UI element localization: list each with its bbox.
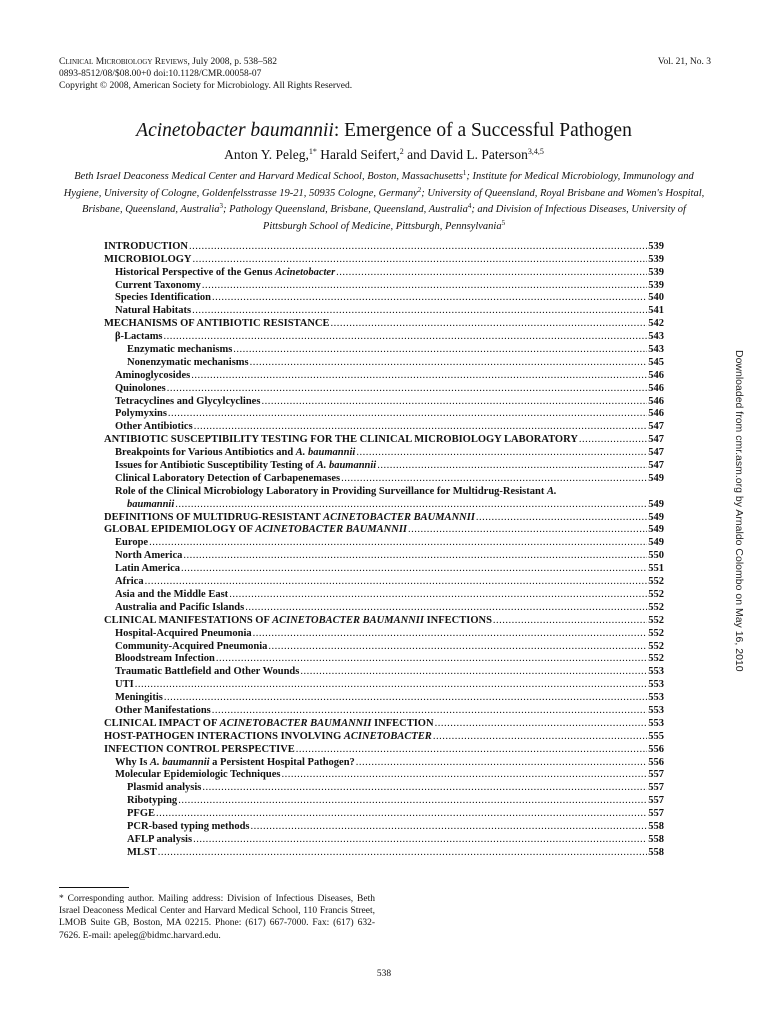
toc-entry	[104, 407, 664, 420]
toc-page-number: 547	[648, 447, 664, 459]
toc-entry-title	[127, 357, 249, 368]
toc-entry	[104, 768, 664, 781]
toc-title-text: Traumatic Battlefield and Other Wounds	[115, 666, 300, 678]
toc-title-text: CLINICAL MANIFESTATIONS OF	[104, 614, 273, 626]
author-affil-mark: 3,4,5	[527, 147, 544, 156]
toc-entry	[104, 626, 664, 639]
toc-title-text: UTI	[115, 679, 134, 691]
toc-page-number: 557	[648, 795, 664, 807]
citation: , July 2008, p. 538–582	[187, 57, 277, 67]
toc-leader-dots	[251, 821, 648, 832]
toc-entry	[104, 600, 664, 613]
toc-title-italic: ACINETOBACTER BAUMANNII	[323, 511, 475, 523]
toc-page-number: 552	[648, 588, 664, 600]
toc-entry	[104, 510, 664, 523]
toc-page-number: 549	[648, 537, 664, 549]
toc-title-italic: Acinetobacter	[275, 266, 336, 278]
toc-entry-title	[127, 344, 232, 355]
toc-leader-dots	[149, 537, 647, 548]
affiliation: Beth Israel Deaconess Medical Center and Harvard Medical School, Boston, Massachusetts	[74, 171, 463, 182]
toc-entry-title	[104, 731, 432, 742]
toc-entry-title	[115, 602, 244, 613]
toc-page-number: 550	[648, 550, 664, 562]
toc-title-text: AFLP analysis	[127, 833, 193, 845]
toc-title-italic: ACINETOBACTER BAUMANNII	[272, 614, 424, 626]
toc-title-text: Ribotyping	[127, 795, 178, 807]
toc-entry	[104, 729, 664, 742]
toc-entry	[104, 291, 664, 304]
toc-page-number: 543	[648, 344, 664, 356]
toc-title-text: Polymyxins	[115, 408, 167, 420]
toc-page-number: 553	[648, 692, 664, 704]
toc-leader-dots	[579, 434, 647, 445]
toc-entry	[104, 613, 664, 626]
toc-leader-dots	[435, 718, 648, 729]
toc-leader-dots	[300, 666, 647, 677]
toc-entry	[104, 458, 664, 471]
affiliation: ; and Division of Infectious Diseases, University of Pittsburgh School of Medicine, Pittsburgh, Pennsylvania	[262, 204, 686, 233]
toc-leader-dots	[192, 305, 647, 316]
toc-leader-dots	[433, 731, 647, 742]
toc-entry-title	[104, 615, 492, 626]
affiliation-mark: 5	[501, 219, 506, 228]
toc-leader-dots	[261, 396, 647, 407]
toc-title-text: ANTIBIOTIC SUSCEPTIBILITY TESTING FOR THE CLINICAL MICROBIOLOGY LABORATORY	[104, 434, 578, 446]
toc-title-text: Latin America	[115, 563, 181, 575]
toc-leader-dots	[356, 447, 647, 458]
toc-entry-title	[115, 653, 215, 664]
toc-entry	[104, 535, 664, 548]
download-notice: Downloaded from cmr.asm.org by Arnaldo Colombo on May 16, 2010	[733, 350, 745, 672]
toc-title-text: Aminoglycosides	[115, 369, 191, 381]
title-italic: Acinetobacter baumannii	[136, 120, 334, 141]
footnote-rule	[59, 887, 129, 888]
toc-title-text: Africa	[115, 576, 144, 588]
toc-entry	[104, 793, 664, 806]
title-rest: : Emergence of a Successful Pathogen	[333, 120, 632, 141]
toc-page-number: 543	[648, 331, 664, 343]
toc-entry	[104, 342, 664, 355]
toc-leader-dots	[156, 808, 647, 819]
toc-entry-title	[115, 692, 163, 703]
toc-entry-title	[115, 576, 144, 587]
toc-entry-title	[127, 808, 155, 819]
toc-leader-dots	[476, 512, 647, 523]
affiliation-mark: 1	[462, 169, 467, 177]
toc-leader-dots	[167, 383, 647, 394]
toc-page-number: 541	[648, 305, 664, 317]
toc-title-text: Breakpoints for Various Antibiotics and	[115, 447, 296, 459]
toc-page-number: 546	[648, 395, 664, 407]
toc-entry	[104, 832, 664, 845]
toc-entry	[104, 639, 664, 652]
toc-entry	[104, 381, 664, 394]
toc-leader-dots	[193, 254, 648, 265]
toc-leader-dots	[194, 421, 648, 432]
toc-entry	[104, 548, 664, 561]
toc-entry-title	[115, 769, 281, 780]
toc-page-number: 542	[648, 318, 664, 330]
affiliations	[62, 167, 706, 234]
toc-title-text: Other Manifestations	[115, 704, 211, 716]
toc-entry	[104, 755, 664, 768]
toc-title-text: Clinical Laboratory Detection of Carbapenemases	[115, 472, 341, 484]
toc-title-text: DEFINITIONS OF MULTIDRUG-RESISTANT	[104, 511, 324, 523]
toc-entry-title	[115, 305, 191, 316]
journal-name: Clinical Microbiology Reviews	[59, 57, 188, 67]
toc-entry-title	[115, 396, 260, 407]
toc-title-text: MECHANISMS OF ANTIBIOTIC RESISTANCE	[104, 318, 330, 330]
toc-entry	[104, 252, 664, 265]
toc-entry-title	[104, 241, 188, 252]
toc-entry	[104, 780, 664, 793]
toc-entry-title	[115, 550, 182, 561]
toc-title-text: INTRODUCTION	[104, 240, 189, 252]
toc-page-number: 557	[648, 769, 664, 781]
issn-line: 0893-8512/08/$08.00+0 doi:10.1128/CMR.00058-07	[59, 69, 262, 79]
toc-title-text: North America	[115, 550, 183, 562]
toc-entry-title	[115, 486, 557, 497]
toc-entry-title	[115, 267, 335, 278]
toc-entry	[104, 239, 664, 252]
toc-entry	[104, 445, 664, 458]
toc-page-number: 556	[648, 743, 664, 755]
toc-entry	[104, 355, 664, 368]
toc-entry	[104, 690, 664, 703]
toc-page-number: 552	[648, 653, 664, 665]
toc-entry	[104, 368, 664, 381]
toc-entry	[104, 716, 664, 729]
toc-title-text: INFECTION CONTROL PERSPECTIVE	[104, 743, 295, 755]
toc-title-text: CLINICAL IMPACT OF	[104, 717, 220, 729]
toc-title-italic: A. baumannii	[316, 460, 377, 472]
toc-title-italic: A. baumannii	[150, 756, 210, 768]
toc-page-number: 552	[648, 627, 664, 639]
toc-leader-dots	[331, 318, 648, 329]
toc-entry-title	[127, 782, 201, 793]
toc-page-number: 539	[648, 266, 664, 278]
toc-entry-title	[104, 254, 192, 265]
affiliation: ; Institute for Medical Microbiology, Immunology and Hygiene, University of Cologne, Goldenfelsstrasse 19-21, 50935 Cologne, Germany	[63, 171, 694, 199]
toc-leader-dots	[181, 563, 647, 574]
toc-entry-title	[115, 628, 252, 639]
toc-leader-dots	[191, 370, 647, 381]
citation-line	[59, 56, 711, 68]
toc-leader-dots	[493, 615, 647, 626]
toc-entry	[104, 303, 664, 316]
page-number: 538	[376, 969, 392, 979]
toc-title-text: Quinolones	[115, 382, 166, 394]
toc-title-italic: baumannii	[127, 498, 175, 510]
toc-page-number: 546	[648, 382, 664, 394]
toc-title-text: β-Lactams	[115, 331, 163, 343]
toc-title-text: Community-Acquired Pneumonia	[115, 640, 268, 652]
toc-page-number: 545	[648, 356, 664, 368]
toc-leader-dots	[356, 757, 647, 768]
author-affil-mark: 1*	[308, 147, 317, 156]
toc-page-number: 547	[648, 434, 664, 446]
toc-entry-title	[115, 421, 193, 432]
toc-entry-title	[104, 718, 434, 729]
toc-entry-title	[115, 370, 190, 381]
toc-title-italic: ACINETOBACTER BAUMANNII	[219, 717, 372, 729]
toc-entry-title	[115, 331, 163, 342]
toc-leader-dots	[178, 795, 647, 806]
toc-leader-dots	[229, 589, 647, 600]
toc-entry	[104, 561, 664, 574]
toc-entry	[104, 664, 664, 677]
toc-page-number: 558	[648, 833, 664, 845]
toc-leader-dots	[158, 847, 647, 858]
toc-leader-dots	[245, 602, 647, 613]
toc-title-italic: A.	[546, 485, 557, 497]
toc-entry	[104, 484, 664, 497]
toc-leader-dots	[202, 280, 647, 291]
toc-leader-dots	[164, 331, 648, 342]
toc-entry-title	[115, 705, 211, 716]
toc-title-text: Historical Perspective of the Genus	[115, 266, 276, 278]
toc-title-text: Molecular Epidemiologic Techniques	[115, 769, 281, 781]
corresponding-author-footnote: * Corresponding author. Mailing address: Division of Infectious Diseases, Beth Israel Deaconess Medical Center and Harvard Medical School, 110 Francis Street, LMOB Suite GB, Boston, MA 02215. Phone: (617) 667-7000. Fax: (617) 632-7626. E-mail: apeleg@bidmc.harvard.edu.	[59, 894, 375, 941]
toc-title-text: Asia and the Middle East	[115, 588, 229, 600]
toc-entry	[104, 471, 664, 484]
affiliation: ; University of Queensland, Royal Brisbane and Women's Hospital, Brisbane, Queensland, Australia	[82, 187, 705, 216]
toc-entry-title	[104, 318, 330, 329]
toc-page-number: 557	[648, 782, 664, 794]
toc-leader-dots	[216, 653, 647, 664]
toc-page-number: 547	[648, 421, 664, 433]
toc-title-suffix: INFECTION	[371, 717, 434, 729]
affiliation-mark: 4	[467, 202, 472, 211]
toc-page-number: 546	[648, 369, 664, 381]
toc-leader-dots	[250, 357, 648, 368]
toc-leader-dots	[212, 292, 647, 303]
toc-title-text: Plasmid analysis	[127, 782, 202, 794]
toc-page-number: 539	[648, 279, 664, 291]
toc-page-number: 558	[648, 846, 664, 858]
toc-title-text: Why Is	[115, 756, 151, 768]
toc-title-text: Europe	[115, 537, 149, 549]
toc-entry	[104, 677, 664, 690]
toc-page-number: 555	[648, 730, 664, 742]
toc-title-text: Tetracyclines and Glycylcyclines	[115, 395, 261, 407]
toc-entry-title	[115, 383, 166, 394]
toc-title-italic: A. baumannii	[295, 447, 356, 459]
toc-entry-title	[115, 563, 180, 574]
toc-entry-title	[115, 447, 355, 458]
toc-title-text: PFGE	[127, 808, 155, 820]
toc-title-text: Hospital-Acquired Pneumonia	[115, 627, 252, 639]
affiliation: ; Pathology Queensland, Brisbane, Queensland, Australia	[223, 204, 468, 216]
author: Harald Seifert,	[316, 147, 400, 162]
toc-entry	[104, 432, 664, 445]
toc-page-number: 553	[648, 704, 664, 716]
toc-entry	[104, 806, 664, 819]
author: and David L. Paterson	[403, 147, 528, 162]
toc-title-italic: ACINETOBACTER BAUMANNII	[255, 524, 408, 536]
toc-entry	[104, 703, 664, 716]
toc-title-text: Issues for Antibiotic Susceptibility Testing of	[115, 460, 317, 472]
toc-leader-dots	[253, 628, 648, 639]
toc-leader-dots	[233, 344, 647, 355]
toc-entry-title	[104, 512, 475, 523]
toc-entry-title	[115, 473, 340, 484]
toc-title-suffix: INFECTIONS	[423, 614, 492, 626]
toc-leader-dots	[408, 524, 647, 535]
toc-title-text: Enzymatic mechanisms	[127, 344, 233, 356]
toc-title-text: Species Identification	[115, 292, 211, 304]
toc-entry-title	[115, 408, 167, 419]
toc-entry	[104, 316, 664, 329]
volume-info: Vol. 21, No. 3	[657, 57, 711, 67]
toc-page-number: 556	[648, 756, 664, 768]
toc-entry	[104, 497, 664, 510]
toc-leader-dots	[193, 834, 647, 845]
toc-entry	[104, 523, 664, 536]
toc-entry	[104, 265, 664, 278]
toc-title-text: Meningitis	[115, 692, 163, 704]
affiliation-mark: 3	[219, 202, 224, 211]
toc-page-number: 552	[648, 640, 664, 652]
toc-page-number: 558	[648, 820, 664, 832]
toc-entry-title	[104, 524, 407, 535]
toc-entry-title	[127, 795, 177, 806]
toc-page-number: 547	[648, 460, 664, 472]
toc-page-number: 553	[648, 717, 664, 729]
toc-leader-dots	[282, 769, 648, 780]
toc-entry-title	[115, 292, 211, 303]
toc-entry-title	[115, 666, 299, 677]
toc-leader-dots	[135, 679, 648, 690]
toc-page-number: 549	[648, 511, 664, 523]
toc-title-text: Australia and Pacific Islands	[115, 601, 245, 613]
toc-entry	[104, 819, 664, 832]
toc-page-number: 552	[648, 601, 664, 613]
toc-page-number: 539	[648, 240, 664, 252]
page-header	[59, 56, 711, 92]
toc-entry	[104, 419, 664, 432]
toc-title-text: Bloodstream Infection	[115, 653, 215, 665]
toc-title-text: MICROBIOLOGY	[104, 253, 192, 265]
toc-entry-title	[127, 821, 250, 832]
toc-leader-dots	[212, 705, 647, 716]
toc-title-text: Role of the Clinical Microbiology Laboratory in Providing Surveillance for Multidrug-Resistant	[115, 485, 547, 497]
toc-entry-title	[115, 537, 148, 548]
toc-title-text: Natural Habitats	[115, 305, 192, 317]
toc-leader-dots	[175, 499, 647, 510]
toc-page-number: 557	[648, 808, 664, 820]
toc-page-number: 553	[648, 679, 664, 691]
toc-entry	[104, 574, 664, 587]
toc-leader-dots	[341, 473, 647, 484]
toc-page-number: 546	[648, 408, 664, 420]
toc-title-text: GLOBAL EPIDEMIOLOGY OF	[104, 524, 256, 536]
toc-page-number: 549	[648, 472, 664, 484]
toc-entry	[104, 329, 664, 342]
copyright-line: Copyright © 2008, American Society for Microbiology. All Rights Reserved.	[59, 81, 353, 91]
toc-entry	[104, 278, 664, 291]
toc-leader-dots	[168, 408, 647, 419]
toc-entry-title	[115, 679, 134, 690]
toc-page-number: 551	[648, 563, 664, 575]
toc-title-text: HOST-PATHOGEN INTERACTIONS INVOLVING	[104, 730, 344, 742]
toc-page-number: 540	[648, 292, 664, 304]
toc-entry-title	[127, 847, 157, 858]
toc-page-number: 552	[648, 576, 664, 588]
toc-leader-dots	[202, 782, 647, 793]
toc-entry	[104, 587, 664, 600]
toc-entry-title	[127, 499, 174, 510]
toc-title-suffix: a Persistent Hospital Pathogen?	[209, 756, 355, 768]
toc-leader-dots	[296, 744, 647, 755]
toc-page-number: 549	[648, 498, 664, 510]
toc-entry	[104, 845, 664, 858]
toc-page-number: 549	[648, 524, 664, 536]
toc-title-italic: ACINETOBACTER	[343, 730, 432, 742]
toc-entry	[104, 742, 664, 755]
toc-entry-title	[115, 757, 355, 768]
toc-entry-title	[115, 460, 376, 471]
toc-leader-dots	[336, 267, 647, 278]
toc-leader-dots	[377, 460, 647, 471]
download-watermark	[733, 350, 747, 680]
toc-entry-title	[127, 834, 192, 845]
toc-entry-title	[104, 434, 578, 445]
author-list	[0, 147, 768, 163]
toc-leader-dots	[164, 692, 647, 703]
toc-leader-dots	[268, 641, 647, 652]
author: Anton Y. Peleg,	[224, 147, 309, 162]
affiliation-mark: 2	[417, 185, 422, 194]
toc-entry-title	[104, 744, 295, 755]
toc-entry-title	[115, 280, 201, 291]
author-affil-mark: 2	[399, 147, 404, 156]
toc-title-text: Nonenzymatic mechanisms	[127, 356, 249, 368]
toc-title-text: PCR-based typing methods	[127, 820, 250, 832]
toc-entry-title	[115, 589, 228, 600]
toc-title-text: MLST	[127, 846, 157, 858]
toc-leader-dots	[189, 241, 647, 252]
article-title	[0, 120, 768, 142]
toc-page-number: 552	[648, 614, 664, 626]
toc-entry-title	[115, 641, 267, 652]
toc-title-text: Other Antibiotics	[115, 421, 193, 433]
toc-entry	[104, 394, 664, 407]
toc-leader-dots	[145, 576, 648, 587]
toc-leader-dots	[183, 550, 647, 561]
table-of-contents	[104, 239, 664, 858]
toc-page-number: 553	[648, 666, 664, 678]
toc-title-text: Current Taxonomy	[115, 279, 201, 291]
toc-entry	[104, 652, 664, 665]
toc-page-number: 539	[648, 253, 664, 265]
